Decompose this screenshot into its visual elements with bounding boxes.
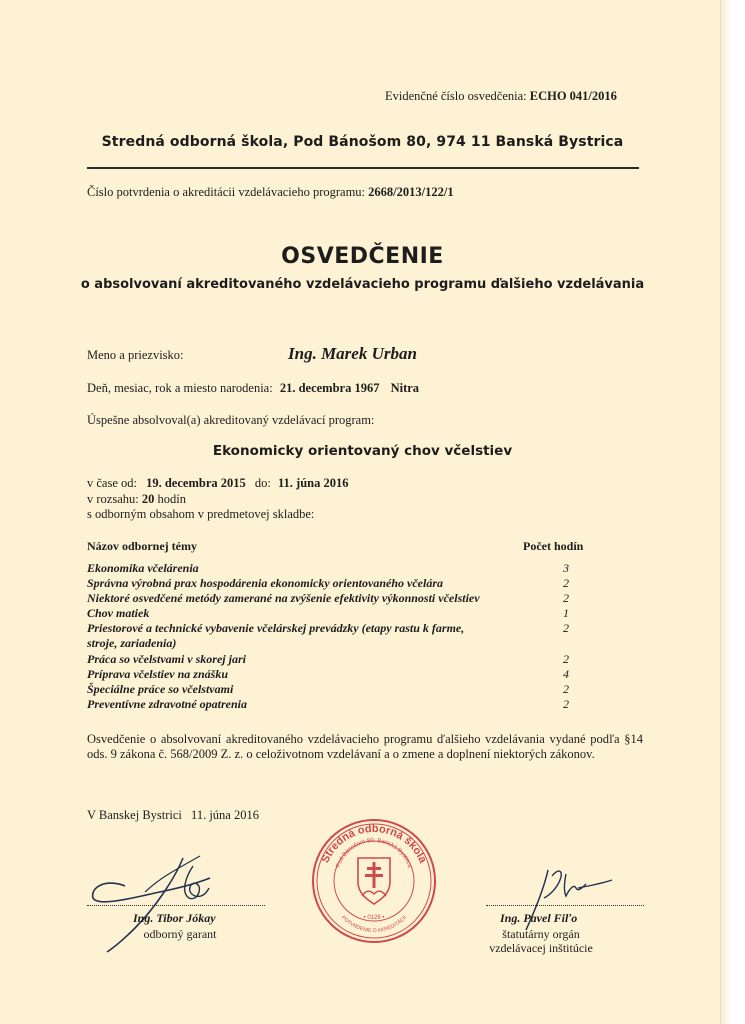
table-row-topic: Práca so včelstvami v skorej jari [87, 652, 246, 666]
table-row-hours: 2 [563, 621, 569, 635]
school-name: Stredná odborná škola, Pod Bánošom 80, 974 11 Banská Bystrica [101, 134, 624, 150]
scope-label: v rozsahu: [87, 492, 139, 506]
accreditation-label: Číslo potvrdenia o akreditácii vzdelávacieho programu: [87, 185, 366, 199]
table-row-hours: 2 [563, 591, 569, 605]
stamp-inner-text: Pod Bánošom 80, Banská Bystrica [335, 837, 413, 869]
certificate-number [385, 89, 617, 104]
table-row-hours: 2 [563, 682, 569, 696]
table-row-hours: 4 [563, 667, 569, 681]
accreditation-value: 2668/2013/122/1 [368, 185, 454, 199]
table-row-topic: Chov matiek [87, 606, 150, 620]
birth-label: Deň, mesiac, rok a miesto narodenia: [87, 381, 273, 395]
table-row-topic: Špeciálne práce so včelstvami [87, 682, 234, 696]
signatory-left-name: Ing. Tibor Jókay [133, 911, 216, 925]
hours-header: Počet hodín [523, 539, 584, 553]
signatory-right-role-2: vzdelávacej inštitúcie [489, 941, 593, 955]
period-from-label: v čase od: [87, 476, 137, 490]
signature-right-icon [508, 858, 618, 938]
period-from: 19. decembra 2015 [146, 476, 246, 490]
stamp-bottom-text: POTVRDENIE O AKREDITÁCII [340, 914, 408, 935]
issue-date: 11. júna 2016 [191, 808, 259, 822]
table-row-hours: 1 [563, 606, 569, 620]
completed-label: Úspešne absolvoval(a) akreditovaný vzdelávací program: [87, 413, 375, 427]
holder-name: Ing. Marek Urban [288, 344, 417, 363]
stamp-number: • 0126 • [363, 915, 385, 921]
table-row-hours: 2 [563, 697, 569, 711]
table-row-topic: Niektoré osvedčené metódy zamerané na zvýšenie efektivity výkonnosti včelstiev [87, 591, 480, 605]
signatory-right-name: Ing. Pavel Fiľo [500, 911, 578, 925]
certificate-number-label: Evidenčné číslo osvedčenia: [385, 89, 527, 103]
name-label: Meno a priezvisko: [87, 348, 184, 362]
program-name: Ekonomicky orientovaný chov včelstiev [212, 443, 513, 459]
page-edge [720, 0, 745, 1024]
certificate-number-value: ECHO 041/2016 [529, 89, 617, 103]
stamp-outer-text: Stredná odborná škola [319, 822, 429, 865]
birth-row [87, 381, 419, 396]
place-date [87, 808, 259, 823]
signature-left-icon [85, 848, 235, 958]
scope-row [87, 492, 186, 507]
table-row-topic: Príprava včelstiev na znášku [87, 667, 228, 681]
issue-place: V Banskej Bystrici [87, 808, 182, 822]
table-row-topic: Správna výrobná prax hospodárenia ekonomicky orientovaného včelára [87, 576, 443, 590]
birth-place: Nitra [390, 381, 420, 395]
period-to-label: do: [254, 476, 271, 490]
table-row-topic-continued: stroje, zariadenia) [87, 636, 177, 650]
header-rule [87, 167, 639, 169]
content-label: s odborným obsahom v predmetovej skladbe: [87, 507, 315, 521]
period-to: 11. júna 2016 [277, 476, 349, 490]
signatory-right-role: štatutárny orgán [502, 927, 580, 941]
accreditation-number [87, 185, 454, 200]
school-stamp-icon [308, 816, 440, 946]
table-row-hours: 3 [563, 561, 569, 575]
signature-line-right [486, 905, 644, 906]
legal-text: Osvedčenie o absolvovaní akreditovaného vzdelávacieho programu ďalšieho vzdelávania vydané podľa §14 ods. 9 zákona č. 568/2009 Z. z. o celoživotnom vzdelávaní a o zmene a doplnení niektorých zákonov. [87, 732, 643, 761]
table-row-topic: Preventívne zdravotné opatrenia [87, 697, 247, 711]
document-subtitle: o absolvovaní akreditovaného vzdelávacieho programu ďalšieho vzdelávania [80, 277, 645, 292]
scope-value: 20 [141, 492, 155, 506]
table-row-hours: 2 [563, 576, 569, 590]
signatory-left-role: odborný garant [143, 927, 217, 941]
table-row-topic: Ekonomika včelárenia [87, 561, 199, 575]
table-row-topic: Priestorové a technické vybavenie včelárskej prevádzky (etapy rastu k farme, [87, 621, 465, 635]
period-row [87, 476, 349, 491]
table-row-hours: 2 [563, 652, 569, 666]
birth-date: 21. decembra 1967 [279, 381, 380, 395]
signature-line-left [87, 905, 265, 906]
topic-header: Názov odbornej témy [87, 539, 197, 553]
scope-unit: hodín [157, 492, 186, 506]
document-title: OSVEDČENIE [281, 244, 444, 269]
